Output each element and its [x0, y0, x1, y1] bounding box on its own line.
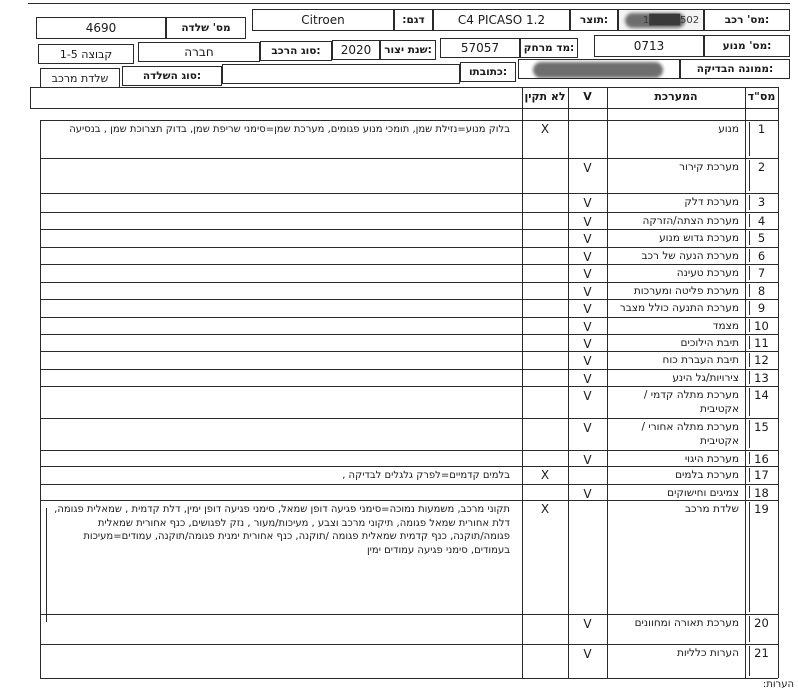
note-rule: [40, 299, 522, 300]
table-rule: [30, 108, 778, 109]
row-note: בלוק מנוע=נזילת שמן, תומכי מנוע פגומים, מערכת שמן=סימני שריפת שמן, בדוק תצרוכת שמן , בנסיעה: [69, 124, 510, 135]
row-number: 3: [757, 195, 766, 209]
make-value: Citroen: [252, 9, 394, 31]
redaction-mark: [533, 62, 663, 78]
row-not-ok-mark: [522, 230, 568, 246]
row-system-name: צמיגים וחישוקים: [667, 487, 739, 499]
row-note: תקוני מרכב, משמעות נמוכה=סימני פגיעה דופן שמאל, סימני פגיעה דופן ימין, דלת קדמית , שמאלית פגומה, דלת אחורית שמאל פגומה, תיקוני מרכב וצבע , מעיכות/מעור , נזק לפגושים, כנף אחורית שמאלית פגומה/תוקנה, כנף קדמית שמאלית פגומה /תוקנה, כנף אחורית ימנית פגומה/תוקנה, עמודים=מעיכות בעמודים, סימני פגיעה עמודים ימין: [54, 504, 510, 556]
column-header-not-ok: לא תקין: [524, 90, 566, 103]
row-not-ok-mark: X: [540, 122, 550, 136]
vehicle-type-label: סוג הרכב:: [260, 41, 332, 61]
note-rule: [40, 282, 522, 283]
row-system-name: מערכת גדוש מנוע: [659, 232, 739, 244]
chassis-type-label: סוג השלדה:: [122, 66, 222, 86]
engine-no-label: מס' מנוע:: [704, 35, 790, 57]
row-ok-mark: V: [583, 215, 592, 229]
notes-left-border: [40, 120, 41, 678]
row-system-name: מערכת דלק: [684, 196, 739, 208]
row-system-name: מערכת התנעה כולל מצבר: [619, 302, 739, 314]
address-value: [222, 64, 460, 84]
note-rule: [40, 614, 522, 615]
table-rule: [30, 87, 31, 108]
row-ok-mark: V: [583, 421, 592, 435]
row-system-name: מערכת תאורה ומחוונים: [634, 617, 739, 629]
row-ok-mark: [568, 122, 607, 158]
row-number: 21: [754, 646, 769, 660]
row-system-name: צירויות/גל הינע: [672, 372, 739, 384]
row-not-ok-mark: [522, 645, 568, 677]
vehicle-no-value: 1████502: [618, 9, 704, 31]
row-ok-mark: [568, 468, 607, 484]
row-not-ok-mark: [522, 370, 568, 385]
top-border: [28, 3, 790, 4]
row-system-name: מערכת מתלה קדמי / אקטיבית: [643, 389, 739, 416]
row-system-name: מערכת היגוי: [684, 453, 739, 465]
row-number: 14: [754, 388, 769, 402]
row-ok-mark: V: [583, 320, 592, 334]
row-system-name: שלדת מרכב: [684, 503, 739, 515]
row-ok-mark: V: [583, 232, 592, 246]
note-rule: [40, 678, 522, 679]
row-not-ok-mark: [522, 248, 568, 263]
row-system-name: מצמד: [712, 320, 739, 332]
note-rule: [40, 484, 522, 485]
row-not-ok-mark: [522, 335, 568, 350]
column-header-ok: V: [583, 90, 592, 103]
note-rule: [40, 264, 522, 265]
row-number: 10: [754, 319, 769, 333]
row-not-ok-mark: [522, 300, 568, 316]
row-system-name: מערכת הנעה של רכב: [641, 250, 739, 262]
group-value: קבוצה 1-5: [38, 44, 134, 64]
column-header-system: המערכת: [654, 90, 698, 103]
row-ok-mark: V: [583, 647, 592, 661]
note-rule: [40, 386, 522, 387]
row-number: 5: [757, 231, 766, 245]
row-system-name: מערכת טעינה: [676, 267, 739, 279]
row-system-name: מערכת מתלה אחורי / אקטיבית: [641, 421, 739, 448]
row-number: 11: [754, 336, 769, 350]
odometer-label: מד מרחק:: [520, 38, 578, 58]
model-value: C4 PICASO 1.2: [433, 9, 570, 31]
note-rule: [40, 317, 522, 318]
address-label: כתובתו:: [460, 62, 516, 82]
row-system-name: מערכת בלמים: [675, 469, 739, 481]
row-note: בלמים קדמיים=לפרק גלגלים לבדיקה ,: [342, 470, 510, 481]
note-rule: [40, 644, 522, 645]
row-ok-mark: V: [583, 372, 592, 386]
row-ok-mark: V: [583, 617, 592, 631]
row-number: 9: [757, 301, 766, 315]
row-ok-mark: V: [583, 267, 592, 281]
row-system-name: תיבת העברת כוח: [662, 354, 739, 366]
row-number: 8: [757, 284, 766, 298]
row-ok-mark: V: [583, 487, 592, 500]
row-system-name: מערכת הצתה/הזרקה: [642, 215, 739, 227]
row-not-ok-mark: X: [540, 502, 550, 516]
note-rule: [40, 212, 522, 213]
row-not-ok-mark: [522, 159, 568, 192]
row-system-name: הערות כלליות: [676, 647, 739, 659]
vehicle-no-label: מס' רכב:: [704, 9, 790, 31]
column-header-number: מס"ד: [747, 90, 776, 103]
row-not-ok-mark: [522, 419, 568, 449]
chassis-no-value: 4690: [36, 17, 166, 39]
note-rule: [40, 247, 522, 248]
row-not-ok-mark: [522, 194, 568, 211]
chassis-type-value: שלדת מרכב: [40, 68, 120, 88]
year-value: 2020: [332, 40, 380, 60]
row-not-ok-mark: [522, 485, 568, 499]
row-not-ok-mark: X: [540, 468, 550, 482]
row-system-name: מערכת קירור: [679, 161, 739, 173]
row-number: 12: [754, 353, 769, 367]
engine-no-value: 0713: [594, 35, 704, 57]
note-rule: [40, 351, 522, 352]
row-system-name: מערכת פליטה ומערכות: [633, 285, 739, 297]
row-not-ok-mark: [522, 283, 568, 298]
row-not-ok-mark: [522, 451, 568, 465]
note-rule: [40, 158, 522, 159]
note-rule: [40, 193, 522, 194]
make-label: תוצר:: [570, 9, 618, 31]
vehicle-type-value: חברה: [138, 42, 260, 62]
row-not-ok-mark: [522, 318, 568, 333]
row-ok-mark: V: [583, 250, 592, 264]
row-number: 18: [754, 486, 769, 500]
row-not-ok-mark: [522, 387, 568, 417]
table-rule: [30, 87, 778, 88]
row-ok-mark: V: [583, 354, 592, 368]
table-rule: [778, 87, 779, 678]
remarks-label: הערות:: [762, 679, 794, 690]
note-box-edge: [46, 508, 47, 622]
row-system-name: מנוע: [718, 123, 739, 135]
row-ok-mark: V: [583, 302, 592, 316]
row-number: 6: [757, 249, 766, 263]
row-ok-mark: V: [583, 337, 592, 351]
row-ok-mark: [568, 502, 607, 614]
row-number: 17: [754, 468, 769, 482]
row-ok-mark: V: [583, 161, 592, 175]
row-ok-mark: V: [583, 389, 592, 403]
row-not-ok-mark: [522, 615, 568, 643]
row-number: 20: [754, 616, 769, 630]
row-number: 1: [757, 122, 766, 136]
row-ok-mark: V: [583, 285, 592, 299]
note-rule: [40, 418, 522, 419]
row-number: 4: [757, 214, 766, 228]
row-not-ok-mark: [522, 352, 568, 368]
note-rule: [40, 334, 522, 335]
row-number: 13: [754, 371, 769, 385]
year-label: שנת יצור:: [380, 40, 436, 60]
row-number: 2: [757, 160, 766, 174]
tester-value: [518, 59, 680, 79]
note-rule: [40, 369, 522, 370]
row-system-name: תיבת הילוכים: [680, 337, 739, 349]
row-ok-mark: V: [583, 453, 592, 466]
note-rule: [40, 229, 522, 230]
row-number: 7: [757, 266, 766, 280]
row-number: 16: [754, 452, 769, 466]
tester-label: ממונה הבדיקה:: [680, 59, 790, 79]
model-label: :דגם: [394, 9, 433, 31]
note-rule: [40, 450, 522, 451]
row-number: 19: [754, 502, 769, 516]
row-ok-mark: V: [583, 196, 592, 210]
odometer-value: 57057: [440, 38, 520, 58]
row-not-ok-mark: [522, 265, 568, 281]
row-not-ok-mark: [522, 213, 568, 228]
row-number: 15: [754, 420, 769, 434]
chassis-no-label: מס' שלדה: [166, 17, 246, 39]
